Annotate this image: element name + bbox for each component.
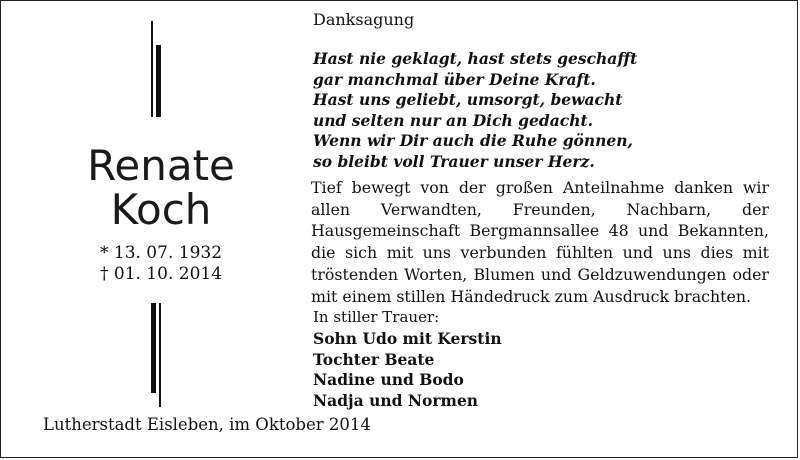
- mourning-label: In stiller Trauer:: [313, 308, 440, 326]
- bottom-divider-bar-thin: [159, 303, 161, 407]
- notice-heading: Danksagung: [313, 10, 415, 29]
- birth-date: * 13. 07. 1932: [99, 243, 223, 263]
- place-and-date: Lutherstadt Eisleben, im Oktober 2014: [43, 415, 371, 434]
- top-divider-bar-thick: [156, 45, 161, 117]
- mourner-item: Nadine und Bodo: [313, 370, 464, 389]
- thank-you-text: Tief bewegt von der großen Anteilnahme danken wir allen Verwandten, Freunden, Nachbarn, der Hausgemeinschaft Bergmannsallee 48 und Bekannten, die sich mit uns verbunden fühlten und uns dies mit tröstenden Worten, Blumen und Geldzuwendungen oder mit einem stillen Händedruck zum Ausdruck brachten.: [311, 178, 769, 306]
- deceased-last-name: Koch: [110, 185, 212, 234]
- memorial-poem: Hast nie geklagt, hast stets geschafft gar manchmal über Deine Kraft. Hast uns geliebt, umsorgt, bewacht und selten nur an Dich gedacht. Wenn wir Dir auch die Ruhe gönnen, so bleibt voll Trauer unser Herz.: [313, 49, 638, 171]
- death-date: † 01. 10. 2014: [99, 264, 223, 284]
- mourner-item: Sohn Udo mit Kerstin: [313, 329, 502, 348]
- mourner-item: Nadja und Normen: [313, 390, 479, 410]
- mourners-list: [313, 329, 768, 411]
- mourner-item: Tochter Beate: [313, 349, 435, 369]
- bottom-divider-bar-thick: [151, 303, 156, 393]
- top-divider-bar-thin: [151, 21, 153, 117]
- deceased-first-name: Renate: [87, 141, 235, 190]
